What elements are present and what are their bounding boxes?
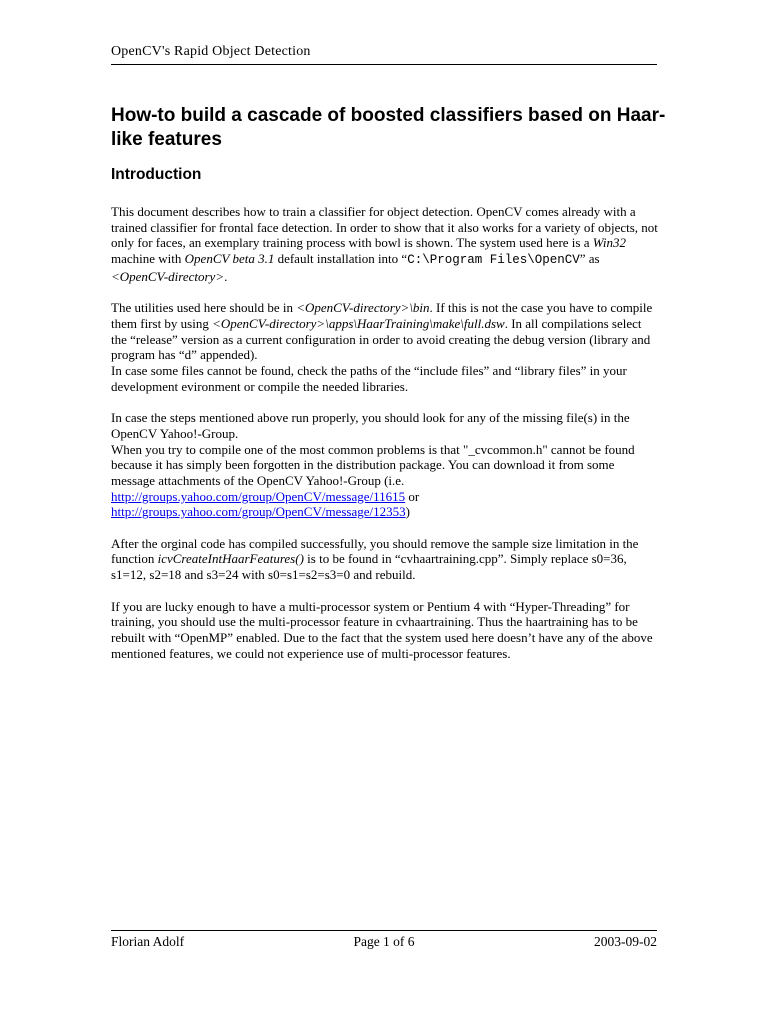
p1-text-c: default installation into “	[274, 251, 408, 267]
paragraph-4	[111, 536, 659, 583]
p4-text-a: After the orginal code has compiled successfully, you should remove the sample size limitation in the function	[111, 535, 639, 567]
document-title: How-to build a cascade of boosted classifiers based on Haar-like features	[111, 105, 666, 150]
footer-date: 2003-09-02	[594, 934, 657, 949]
p3-or: or	[405, 488, 420, 504]
p3-close-paren: )	[405, 504, 410, 520]
p1-text-e: .	[224, 268, 228, 284]
p4-text-b: is to be found in “cvhaartraining.cpp”. Simply replace s0=36, s1=12, s2=18 and s3=24 with s0=s1=s2=s3=0 and rebuild.	[111, 551, 627, 583]
p1-text-a: This document describes how to train a classifier for object detection. OpenCV comes already with a trained classifier for frontal face detection. In order to show that it also works for a variety of objects, not only for faces, an exemplary training process with bowl is shown. The system used here is a	[111, 204, 658, 251]
paragraph-3	[111, 410, 659, 520]
p1-win32: Win32	[592, 235, 626, 251]
paragraph-2	[111, 300, 659, 394]
paragraph-1	[111, 204, 659, 285]
p1-text-b: machine with	[111, 251, 185, 267]
document-body	[111, 204, 659, 677]
p2-text-c: . In all compilations select the “release” version as a current configuration in order to avoid creating the debug version (library and program has “d” appended).	[111, 315, 651, 363]
p2-text-a: The utilities used here should be in	[111, 300, 297, 316]
p2-text-b: . If this is not the case you have to compile them first by using	[111, 300, 653, 331]
p2-dsw-path: <OpenCV-directory>\apps\HaarTraining\make\full.dsw	[212, 315, 505, 331]
p1-install-path: C:\Program Files\OpenCV	[407, 253, 580, 268]
footer-author: Florian Adolf	[111, 934, 185, 949]
yahoo-message-11615-link[interactable]: http://groups.yahoo.com/group/OpenCV/message/11615	[111, 488, 406, 504]
footer-page-number: Page 1 of 6	[353, 934, 415, 949]
section-heading-introduction: Introduction	[111, 166, 202, 183]
running-header: OpenCV's Rapid Object Detection	[111, 44, 311, 59]
p1-text-d: ” as	[579, 251, 600, 267]
p3-text-b: When you try to compile one of the most common problems is that "_cvcommon.h" cannot be found because it has simply been forgotten in the distribution package. You can download it from some message attachments of the OpenCV Yahoo!-Group (i.e.	[111, 441, 635, 488]
p3-text-a: In case the steps mentioned above run properly, you should look for any of the missing file(s) in the OpenCV Yahoo!-Group.	[111, 410, 630, 441]
header-rule	[111, 64, 657, 65]
paragraph-5: If you are lucky enough to have a multi-processor system or Pentium 4 with “Hyper-Threading” for training, you should use the multi-processor feature in cvhaartraining. Thus the haartraining has to be rebuilt with “OpenMP” enabled. Due to the fact that the system used here doesn’t have any of the above mentioned features, we could not experience use of multi-processor features.	[111, 598, 653, 661]
footer-rule	[111, 930, 657, 931]
yahoo-message-12353-link[interactable]: http://groups.yahoo.com/group/OpenCV/message/12353	[111, 504, 406, 520]
p1-opencv-beta: OpenCV beta 3.1	[184, 251, 275, 267]
p1-opencv-directory: <OpenCV-directory>	[111, 268, 225, 284]
p2-bin-path: <OpenCV-directory>\bin	[296, 300, 430, 316]
p2-text-d: In case some files cannot be found, check the paths of the “include files” and “library files” in your development evironment or compile the needed libraries.	[111, 363, 627, 394]
p4-function-name: icvCreateIntHaarFeatures()	[157, 551, 304, 567]
